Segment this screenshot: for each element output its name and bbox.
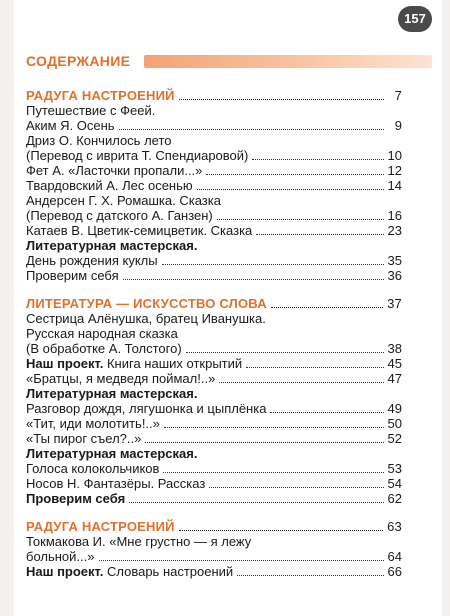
toc-entry bbox=[26, 208, 402, 223]
toc-entry-text: (В обработке А. Толстого) bbox=[26, 341, 182, 356]
toc-page-number: 9 bbox=[394, 118, 402, 133]
toc-entry bbox=[26, 103, 402, 118]
toc-entry-text: Русская народная сказка bbox=[26, 326, 178, 341]
page-number-badge: 157 bbox=[398, 6, 432, 32]
toc-entry-text: РАДУГА НАСТРОЕНИЙ bbox=[26, 88, 175, 103]
toc-entry bbox=[26, 118, 402, 133]
toc-entry-text: «Братцы, я медведя поймал!..» bbox=[26, 371, 216, 386]
toc-entry-text: Носов Н. Фантазёры. Рассказ bbox=[26, 476, 206, 491]
toc-entry bbox=[26, 326, 402, 341]
dot-leader bbox=[252, 159, 383, 160]
dot-leader bbox=[162, 264, 384, 265]
toc-entry bbox=[26, 223, 402, 238]
toc-entry-text: Фет А. «Ласточки пропали...» bbox=[26, 163, 203, 178]
section-title bbox=[26, 296, 402, 311]
toc-entry-text: Литературная мастерская. bbox=[26, 238, 198, 253]
toc-entry-text: Дриз О. Кончилось лето bbox=[26, 133, 172, 148]
toc-page-number: 36 bbox=[387, 268, 402, 283]
toc-page-number: 45 bbox=[387, 356, 402, 371]
toc-entry bbox=[26, 253, 402, 268]
dot-leader bbox=[237, 575, 383, 576]
dot-leader bbox=[179, 530, 383, 531]
dot-leader bbox=[256, 234, 383, 235]
toc-entry-text: Андерсен Г. Х. Ромашка. Сказка bbox=[26, 193, 221, 208]
toc-page-number: 50 bbox=[387, 416, 402, 431]
toc-entry bbox=[26, 549, 402, 564]
toc-entry bbox=[26, 564, 402, 579]
toc-page-number: 7 bbox=[394, 88, 402, 103]
toc-entry-text: Твардовский А. Лес осенью bbox=[26, 178, 193, 193]
dot-leader bbox=[219, 382, 383, 383]
toc-page-number: 63 bbox=[387, 519, 402, 534]
dot-leader bbox=[217, 219, 384, 220]
dot-leader bbox=[186, 352, 384, 353]
toc-page-number: 10 bbox=[387, 148, 402, 163]
toc-page-number: 37 bbox=[387, 296, 402, 311]
toc-entry-text: Литературная мастерская. bbox=[26, 446, 198, 461]
toc-entry-text: Проверим себя bbox=[26, 268, 119, 283]
dot-leader bbox=[129, 502, 383, 503]
toc-entry bbox=[26, 268, 402, 283]
toc-entry bbox=[26, 178, 402, 193]
dot-leader bbox=[164, 427, 384, 428]
toc-entry-text: «Тит, иди молотить!..» bbox=[26, 416, 160, 431]
dot-leader bbox=[209, 487, 383, 488]
toc-entry-text: РАДУГА НАСТРОЕНИЙ bbox=[26, 519, 175, 534]
toc-entry bbox=[26, 461, 402, 476]
toc-page-number: 62 bbox=[387, 491, 402, 506]
toc-entry-text: Литературная мастерская. bbox=[26, 386, 198, 401]
toc-page-number: 14 bbox=[387, 178, 402, 193]
toc-entry-text: больной...» bbox=[26, 549, 95, 564]
toc-entry bbox=[26, 401, 402, 416]
dot-leader bbox=[123, 279, 384, 280]
dot-leader bbox=[271, 307, 383, 308]
toc-entry-text: Разговор дождя, лягушонка и цыплёнка bbox=[26, 401, 267, 416]
toc-entry bbox=[26, 476, 402, 491]
toc-entry bbox=[26, 386, 402, 401]
toc-page-number: 47 bbox=[387, 371, 402, 386]
toc-page-number: 35 bbox=[387, 253, 402, 268]
toc-page-number: 54 bbox=[387, 476, 402, 491]
toc-entry-text: (Перевод с иврита Т. Спендиаровой) bbox=[26, 148, 249, 163]
dot-leader bbox=[145, 442, 383, 443]
toc-page-number: 66 bbox=[387, 564, 402, 579]
toc-entry bbox=[26, 534, 402, 549]
section-title bbox=[26, 88, 402, 103]
toc-page-number: 12 bbox=[387, 163, 402, 178]
contents-title: СОДЕРЖАНИЕ bbox=[26, 53, 131, 69]
dot-leader bbox=[119, 129, 384, 130]
dot-leader bbox=[206, 174, 383, 175]
toc-entry bbox=[26, 133, 402, 148]
dot-leader bbox=[270, 412, 383, 413]
toc-entry bbox=[26, 491, 402, 506]
toc-page-number: 49 bbox=[387, 401, 402, 416]
dot-leader bbox=[246, 367, 383, 368]
dot-leader bbox=[99, 560, 384, 561]
toc-entry-text: ЛИТЕРАТУРА — ИСКУССТВО СЛОВА bbox=[26, 296, 267, 311]
dot-leader bbox=[179, 99, 384, 100]
toc-entry-text: «Ты пирог съел?..» bbox=[26, 431, 142, 446]
toc-entry bbox=[26, 446, 402, 461]
toc-entry bbox=[26, 148, 402, 163]
dot-leader bbox=[197, 189, 384, 190]
toc-entry-text: Катаев В. Цветик-семицветик. Сказка bbox=[26, 223, 253, 238]
toc-entry-text: Наш проект. Книга наших открытий bbox=[26, 356, 243, 371]
toc-page-number: 64 bbox=[387, 549, 402, 564]
toc-page-number: 52 bbox=[387, 431, 402, 446]
table-of-contents bbox=[26, 88, 402, 579]
toc-entry bbox=[26, 193, 402, 208]
toc-entry-text: День рождения куклы bbox=[26, 253, 158, 268]
toc-entry bbox=[26, 341, 402, 356]
toc-page-number: 16 bbox=[387, 208, 402, 223]
section-title bbox=[26, 519, 402, 534]
toc-entry-text: (Перевод с датского А. Ганзен) bbox=[26, 208, 213, 223]
toc-entry bbox=[26, 416, 402, 431]
toc-entry bbox=[26, 311, 402, 326]
toc-entry-text: Проверим себя bbox=[26, 491, 126, 506]
toc-page-number: 23 bbox=[387, 223, 402, 238]
toc-entry bbox=[26, 371, 402, 386]
toc-entry-text: Сестрица Алёнушка, братец Иванушка. bbox=[26, 311, 266, 326]
toc-entry bbox=[26, 238, 402, 253]
decorative-header-bar bbox=[144, 55, 432, 68]
toc-entry-text: Путешествие с Феей. bbox=[26, 103, 156, 118]
toc-entry-text: Аким Я. Осень bbox=[26, 118, 115, 133]
toc-entry bbox=[26, 431, 402, 446]
toc-entry-text: Наш проект. Словарь настроений bbox=[26, 564, 234, 579]
toc-entry bbox=[26, 356, 402, 371]
toc-entry-text: Токмакова И. «Мне грустно — я лежу bbox=[26, 534, 252, 549]
toc-entry-text: Голоса колокольчиков bbox=[26, 461, 160, 476]
toc-entry bbox=[26, 163, 402, 178]
toc-page-number: 53 bbox=[387, 461, 402, 476]
contents-header bbox=[22, 52, 432, 70]
dot-leader bbox=[163, 472, 383, 473]
toc-page-number: 38 bbox=[387, 341, 402, 356]
